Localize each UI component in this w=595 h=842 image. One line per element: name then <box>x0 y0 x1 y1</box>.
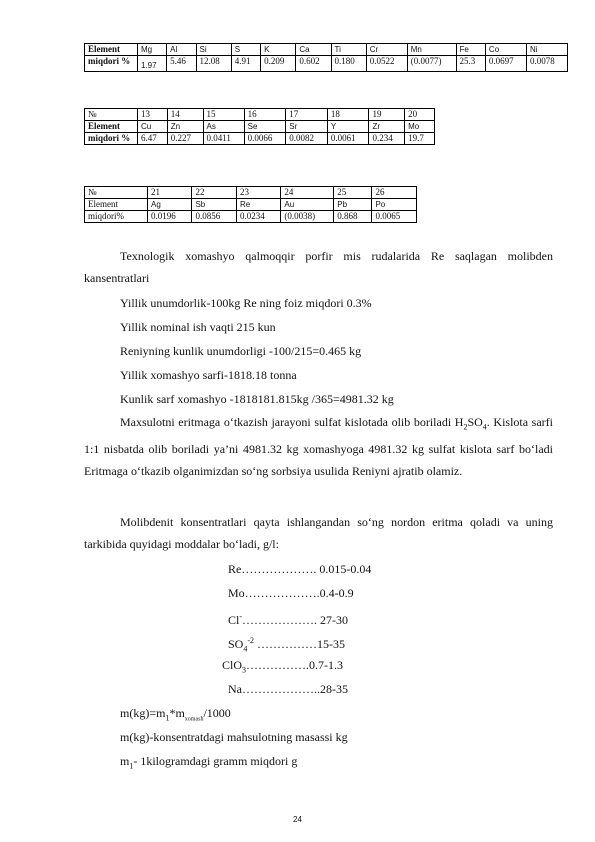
composition-table-2 <box>84 108 435 145</box>
table-cell: Zr <box>369 121 405 133</box>
component-mo: Mo……………….0.4-0.9 <box>228 586 354 600</box>
subscript: xomash <box>184 716 204 723</box>
table-cell: 0.0856 <box>192 211 236 223</box>
table-cell: Element <box>85 121 138 133</box>
table-cell: 26 <box>372 187 417 199</box>
table-cell: 0.234 <box>369 133 405 145</box>
table-cell: Au <box>281 199 334 211</box>
formula-text: SO <box>228 637 244 651</box>
table-cell: (0.0038) <box>281 211 334 223</box>
table-cell: 22 <box>192 187 236 199</box>
table-cell: Fe <box>456 44 485 56</box>
table-cell: Co <box>485 44 526 56</box>
table-cell: S <box>231 44 260 56</box>
table-cell: 21 <box>148 187 192 199</box>
table-cell: 24 <box>281 187 334 199</box>
table-cell: K <box>261 44 296 56</box>
table-cell: As <box>203 121 244 133</box>
formula-text: /1000 <box>203 706 231 720</box>
table-cell: 0.0082 <box>286 133 328 145</box>
table-cell: 0.0061 <box>327 133 369 145</box>
table-cell: 13 <box>138 109 168 121</box>
formula-text: m <box>120 754 130 768</box>
component-re: Re………………. 0.015-0.04 <box>228 562 372 576</box>
table-cell: Cu <box>138 121 168 133</box>
formula-text: Cl <box>228 613 240 627</box>
table-cell: (0.0077) <box>407 56 456 72</box>
table-cell: 0.0065 <box>372 211 417 223</box>
table-cell: Po <box>372 199 417 211</box>
table-cell: Sr <box>286 121 328 133</box>
table-cell: Element <box>85 44 138 56</box>
superscript: - <box>239 612 243 621</box>
table-cell: 6.47 <box>138 133 168 145</box>
table-cell: 25 <box>334 187 372 199</box>
paragraph-text: . Kislota sarfi 1:1 nisbatda olib boriladi ya’ni 4981.32 kg xomashyoga 4981.32 kg sulfat kislota sarf bo‘ladi Eritmaga o‘tkazib olganimizdan so‘ng sorbsiya usulida Reniyni ajratib olamiz. <box>84 415 553 479</box>
table-cell: 1.97 <box>138 56 167 72</box>
formula-text: ………………. 27-30 <box>242 613 349 627</box>
formula-text: *m <box>169 706 185 720</box>
subscript: 1 <box>129 761 134 771</box>
table-cell: 0.602 <box>296 56 331 72</box>
superscript: -2 <box>247 636 255 645</box>
table-row <box>85 121 435 133</box>
formula-text: m(kg)=m <box>120 706 166 720</box>
table-cell: 0.868 <box>334 211 372 223</box>
table-cell: 5.46 <box>167 56 196 72</box>
table-cell: Re <box>236 199 280 211</box>
page-number: 24 <box>293 815 302 824</box>
mass-definition: m(kg)-konsentratdagi mahsulotning masassi kg <box>120 730 348 744</box>
table-cell: Cr <box>366 44 407 56</box>
composition-table-3 <box>84 186 417 223</box>
table-cell: 18 <box>327 109 369 121</box>
table-row <box>85 187 417 199</box>
daily-consumption-line: Kunlik sarf xomashyo -1818181.815kg /365=4981.32 kg <box>120 392 394 406</box>
formula-text: …………….0.7-1.3 <box>246 658 344 672</box>
m1-definition <box>120 753 297 774</box>
subscript: 4 <box>482 422 487 432</box>
table-cell: Pb <box>334 199 372 211</box>
table-cell: № <box>85 109 138 121</box>
working-time-line: Yillik nominal ish vaqti 215 kun <box>120 320 276 334</box>
table-cell: miqdori % <box>85 56 138 72</box>
paragraph-text: SO <box>467 415 483 429</box>
table-cell: Mo <box>405 121 435 133</box>
component-cl <box>228 609 348 628</box>
table-cell: 0.227 <box>167 133 203 145</box>
table-row <box>85 133 435 145</box>
component-na: Na………………..28-35 <box>228 682 348 696</box>
annual-output-line: Yillik unumdorlik-100kg Re ning foiz miqdori 0.3% <box>120 296 372 310</box>
table-row <box>85 44 568 56</box>
subscript: 1 <box>165 713 170 723</box>
table-row <box>85 56 568 72</box>
component-so4 <box>228 633 345 657</box>
table-cell: Element <box>85 199 148 211</box>
table-cell: Mn <box>407 44 456 56</box>
table-cell: 23 <box>236 187 280 199</box>
table-cell: Ti <box>331 44 366 56</box>
mass-formula <box>120 705 231 727</box>
table-row <box>85 109 435 121</box>
table-cell: 0.0066 <box>244 133 286 145</box>
leaching-paragraph <box>84 411 553 482</box>
table-cell: 15 <box>203 109 244 121</box>
annual-consumption-line: Yillik xomashyo sarfi-1818.18 tonna <box>120 368 297 382</box>
table-cell: Y <box>327 121 369 133</box>
table-cell: miqdori % <box>85 133 138 145</box>
table-cell: 0.0411 <box>203 133 244 145</box>
table-cell: Ca <box>296 44 331 56</box>
table-cell: 0.0234 <box>236 211 280 223</box>
table-cell: 0.180 <box>331 56 366 72</box>
table-cell: 20 <box>405 109 435 121</box>
table-cell: Mg <box>138 44 167 56</box>
table-cell: 19.7 <box>405 133 435 145</box>
formula-text: ClO <box>222 658 243 672</box>
table-cell: Sb <box>192 199 236 211</box>
table-cell: 14 <box>167 109 203 121</box>
table-row <box>85 199 417 211</box>
table-cell: miqdori% <box>85 211 148 223</box>
subscript: 4 <box>243 644 248 654</box>
table-cell: 12.08 <box>196 56 231 72</box>
table-cell: 17 <box>286 109 328 121</box>
table-cell: 0.0697 <box>485 56 526 72</box>
table-cell: Se <box>244 121 286 133</box>
table-cell: 0.0078 <box>526 56 567 72</box>
table-cell: Ni <box>526 44 567 56</box>
component-clo3 <box>222 657 343 678</box>
table-cell: № <box>85 187 148 199</box>
table-cell: 25.3 <box>456 56 485 72</box>
subscript: 2 <box>463 422 468 432</box>
table-cell: 16 <box>244 109 286 121</box>
paragraph-text: Maxsulotni eritmaga o‘tkazish jarayoni sulfat kislotada olib boriladi H <box>120 415 464 429</box>
table-cell: Zn <box>167 121 203 133</box>
table-cell: Al <box>167 44 196 56</box>
table-cell: 0.0196 <box>148 211 192 223</box>
table-cell: Ag <box>148 199 192 211</box>
table-cell: 4.91 <box>231 56 260 72</box>
table-cell: 19 <box>369 109 405 121</box>
formula-text: - 1kilogramdagi gramm miqdori g <box>133 754 298 768</box>
table-cell: 0.209 <box>261 56 296 72</box>
composition-table-1 <box>84 43 568 72</box>
solution-paragraph: Molibdenit konsentratlari qayta ishlangandan so‘ng nordon eritma qoladi va uning tarkibida quyidagi moddalar bo‘ladi, g/l: <box>84 515 553 551</box>
table-row <box>85 211 417 223</box>
daily-output-line: Reniyning kunlik unumdorligi -100/215=0.465 kg <box>120 344 362 358</box>
table-cell: Si <box>196 44 231 56</box>
formula-text: ……………15-35 <box>254 637 346 651</box>
subscript: 3 <box>242 665 247 675</box>
table-cell: 0.0522 <box>366 56 407 72</box>
intro-paragraph: Texnologik xomashyo qalmoqqir porfir mis rudalarida Re saqlagan molibden kansentratlari <box>84 249 553 285</box>
